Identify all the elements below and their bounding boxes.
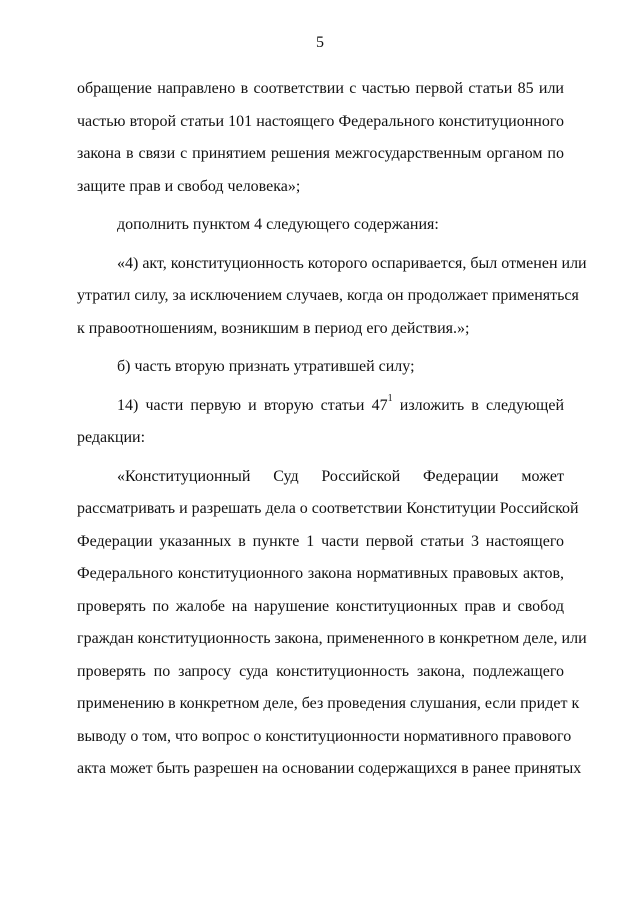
text-line: проверять по жалобе на нарушение конституционных прав и свобод <box>77 597 564 615</box>
text-line: б) часть вторую признать утратившей силу; <box>117 358 415 375</box>
text-line: частью второй статьи 101 настоящего Федерального конституционного <box>77 112 564 130</box>
text-fragment: 14) части первую и вторую статьи 47 <box>117 396 388 414</box>
paragraph-point-4 <box>77 248 587 346</box>
text-line <box>77 390 564 423</box>
text-line: проверять по запросу суда конституционность закона, подлежащего <box>77 662 564 680</box>
text-line: рассматривать и разрешать дела о соответствии Конституции Российской <box>77 500 579 517</box>
text-line: редакции: <box>77 429 146 446</box>
text-line: акта может быть разрешен на основании содержащихся в ранее принятых <box>77 760 582 777</box>
text-line: выводу о том, что вопрос о конституционности нормативного правового <box>77 727 572 745</box>
paragraph-b <box>77 351 564 384</box>
text-line: к правоотношениям, возникшим в период его действия.»; <box>77 319 470 337</box>
text-line: Федерального конституционного закона нормативных правовых актов, <box>77 565 564 582</box>
text-line: утратил силу, за исключением случаев, когда он продолжает применяться <box>77 287 579 304</box>
paragraph-continuation <box>77 73 564 203</box>
text-fragment: изложить в следующей <box>392 396 565 414</box>
paragraph-amendment-intro <box>77 209 564 242</box>
text-line: закона в связи с принятием решения межгосударственным органом по <box>77 145 564 162</box>
page-number: 5 <box>316 34 324 51</box>
superscript: 1 <box>387 393 393 405</box>
text-line: применению в конкретном деле, без проведения слушания, если придет к <box>77 695 580 712</box>
text-line: «4) акт, конституционность которого оспаривается, был отменен или <box>117 254 587 272</box>
paragraph-quote-court <box>77 461 587 786</box>
document-body <box>77 73 587 786</box>
text-line: обращение направлено в соответствии с частью первой статьи 85 или <box>77 80 564 97</box>
text-line: дополнить пунктом 4 следующего содержания: <box>117 216 439 233</box>
text-line: Федерации указанных в пункте 1 части первой статьи 3 настоящего <box>77 532 564 550</box>
paragraph-14 <box>77 390 564 455</box>
text-line: «Конституционный Суд Российской Федерации может <box>117 467 564 485</box>
text-line: защите прав и свобод человека»; <box>77 177 301 195</box>
text-line: граждан конституционность закона, примененного в конкретном деле, или <box>77 630 587 647</box>
